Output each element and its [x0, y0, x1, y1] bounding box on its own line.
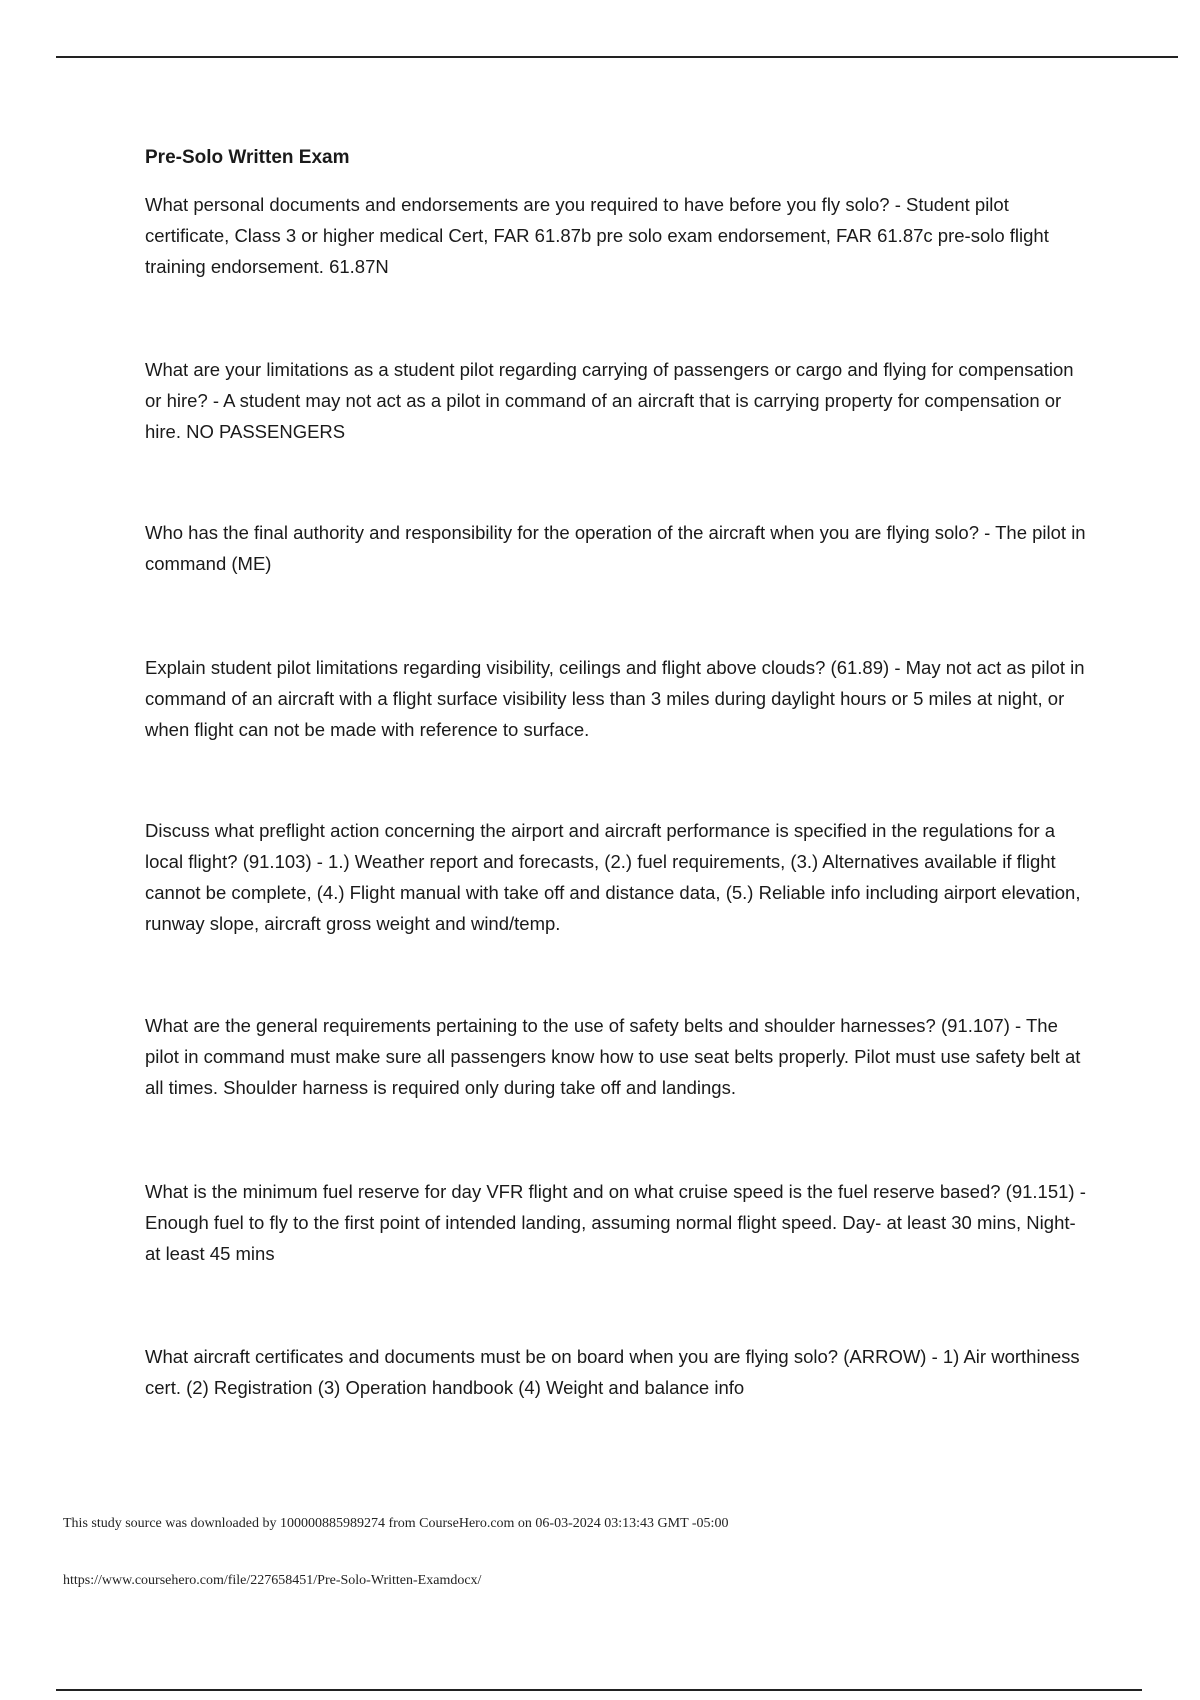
document-title: Pre-Solo Written Exam: [145, 147, 350, 168]
question-3: Who has the final authority and responsibility for the operation of the aircraft when you are flying solo? - The pilot in command (ME): [145, 522, 1086, 574]
question-2: What are your limitations as a student pilot regarding carrying of passengers or cargo and flying for compensation or hire? - A student may not act as a pilot in command of an aircraft that is carrying property for compensation or hire. NO PASSENGERS: [145, 359, 1074, 442]
question-7: What is the minimum fuel reserve for day VFR flight and on what cruise speed is the fuel reserve based? (91.151) - Enough fuel to fly to the first point of intended landing, assuming normal flight speed. Day- at least 30 mins, Night- at least 45 mins: [145, 1181, 1086, 1264]
document-body: [145, 145, 1095, 1403]
question-6: What are the general requirements pertaining to the use of safety belts and shoulder harnesses? (91.107) - The pilot in command must make sure all passengers know how to use seat belts properly. Pilot must use safety belt at all times. Shoulder harness is required only during take off and landings.: [145, 1015, 1081, 1098]
bottom-divider: [56, 1689, 1142, 1691]
question-8: What aircraft certificates and documents must be on board when you are flying solo? (ARROW) - 1) Air worthiness cert. (2) Registration (3) Operation handbook (4) Weight and balance info: [145, 1346, 1080, 1398]
top-divider: [56, 56, 1178, 58]
question-1: What personal documents and endorsements are you required to have before you fly solo? - Student pilot certificate, Class 3 or higher medical Cert, FAR 61.87b pre solo exam endorsement, FAR 61.87c pre-solo flight training endorsement. 61.87N: [145, 194, 1049, 277]
download-source-note: This study source was downloaded by 100000885989274 from CourseHero.com on 06-03-2024 03:13:43 GMT -05:00: [63, 1516, 729, 1531]
question-4: Explain student pilot limitations regarding visibility, ceilings and flight above clouds? (61.89) - May not act as pilot in command of an aircraft with a flight surface visibility less than 3 miles during daylight hours or 5 miles at night, or when flight can not be made with reference to surface.: [145, 657, 1085, 740]
question-5: Discuss what preflight action concerning the airport and aircraft performance is specified in the regulations for a local flight? (91.103) - 1.) Weather report and forecasts, (2.) fuel requirements, (3.) Alternatives available if flight cannot be complete, (4.) Flight manual with take off and distance data, (5.) Reliable info including airport elevation, runway slope, aircraft gross weight and wind/temp.: [145, 820, 1081, 934]
source-url[interactable]: https://www.coursehero.com/file/227658451/Pre-Solo-Written-Examdocx/: [63, 1573, 482, 1588]
